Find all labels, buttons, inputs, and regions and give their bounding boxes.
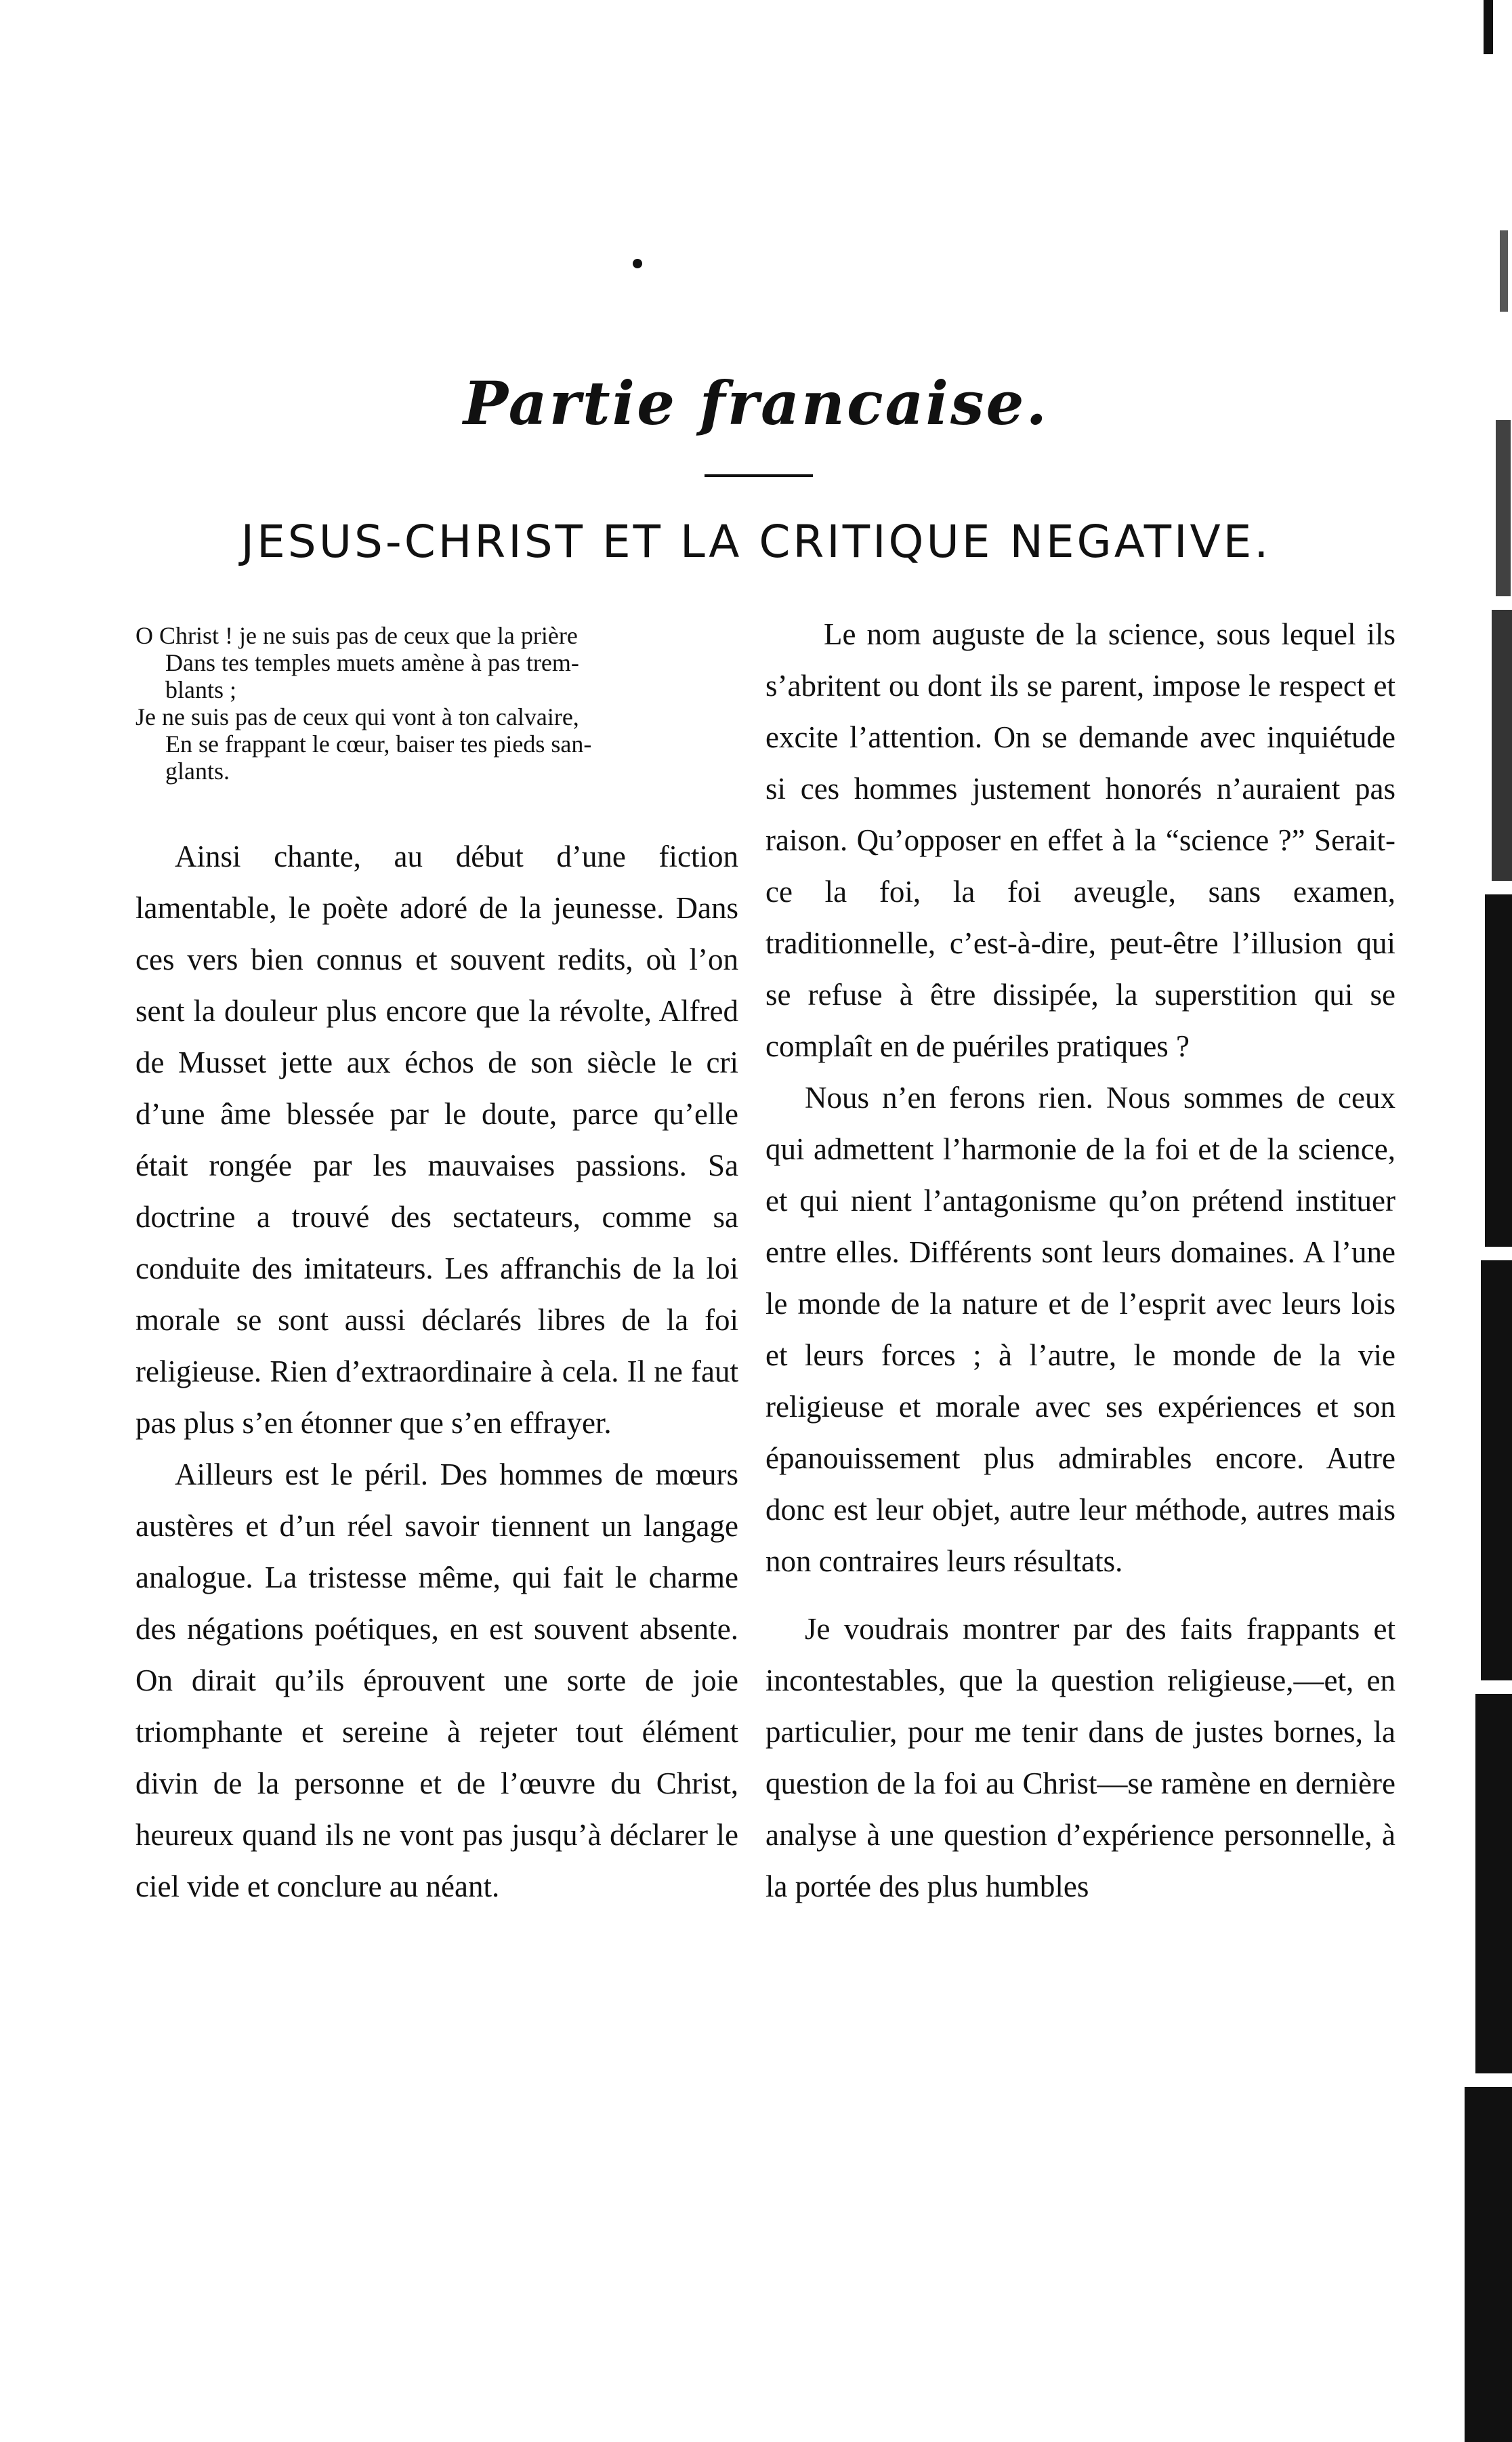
paragraph: Le nom auguste de la science, sous lequel ils s’abritent ou dont ils se parent, impose le respect et excite l’attention. On se demande avec inquiétude si ces hommes justement honorés n’auraient pas raison. Qu’opposer en effet à la “science ?” Serait-ce la foi, la foi aveugle, sans examen, traditionnelle, c’est-à-dire, peut-être l’illusion qui se refuse à être dissipée, la superstition qui se complaît en de puériles pratiques ? [765, 617, 1395, 1063]
poem-line: glants. [165, 758, 230, 785]
paragraph: Ailleurs est le péril. Des hommes de mœurs austères et d’un réel savoir tiennent un langage analogue. La tristesse même, qui fait le charme des négations poétiques, en est souvent absente. On dirait qu’ils éprouvent une sorte de joie triomphante et sereine à rejeter tout élément divin de la personne et de l’œuvre du Christ, heureux quand ils ne vont pas jusqu’à déclarer le ciel vide et conclure au néant. [135, 1457, 738, 1903]
poem-line: En se frappant le cœur, baiser tes pieds san- [165, 730, 592, 758]
paragraph: Ainsi chante, au début d’une fiction lamentable, le poète adoré de la jeunesse. Dans ces vers bien connus et souvent redits, où l’on sent la douleur plus encore que la révolte, Alfred de Musset jette aux échos de son siècle le cri d’une âme blessée par le doute, parce qu’elle était rongée par les mauvaises passions. Sa doctrine a trouvé des sectateurs, comme sa conduite des imitateurs. Les affranchis de la loi morale se sont aussi déclarés libres de la foi religieuse. Rien d’extraordinaire à cela. Il ne faut pas plus s’en étonner que s’en effrayer. [135, 840, 738, 1440]
poem-line: Je ne suis pas de ceux qui vont à ton calvaire, [135, 703, 579, 730]
title-rule [705, 474, 813, 477]
paragraph: Je voudrais montrer par des faits frappants et incontestables, que la question religieuse,—et, en particulier, pour me tenir dans de justes bornes, la question de la foi au Christ—se ramène en dernière analyse à une question d’expérience personnelle, à la portée des plus humbles [765, 1612, 1395, 1903]
poem-line: O Christ ! je ne suis pas de ceux que la prière [135, 622, 578, 649]
ink-speck [633, 259, 642, 268]
article-title: JESUS-CHRIST ET LA CRITIQUE NEGATIVE. [240, 516, 1272, 568]
right-column [765, 608, 1395, 1912]
poem-line: Dans tes temples muets amène à pas trem- [165, 649, 579, 676]
left-column [135, 610, 738, 1912]
paragraph: Nous n’en ferons rien. Nous sommes de ceux qui admettent l’harmonie de la foi et de la science, et qui nient l’antagonisme qu’on prétend instituer entre elles. Différents sont leurs domaines. A l’une le monde de la nature et de l’esprit avec leurs lois et leurs forces ; à l’autre, le monde de la vie religieuse et morale avec ses expériences et son épanouissement plus admirables encore. Autre donc est leur objet, autre leur méthode, autres mais non contraires leurs résultats. [765, 1081, 1395, 1578]
epigraph-poem [135, 622, 738, 785]
scanned-page-edge [1437, 0, 1512, 2442]
poem-line: blants ; [165, 676, 236, 703]
section-title: Partie francaise. [463, 368, 1049, 438]
